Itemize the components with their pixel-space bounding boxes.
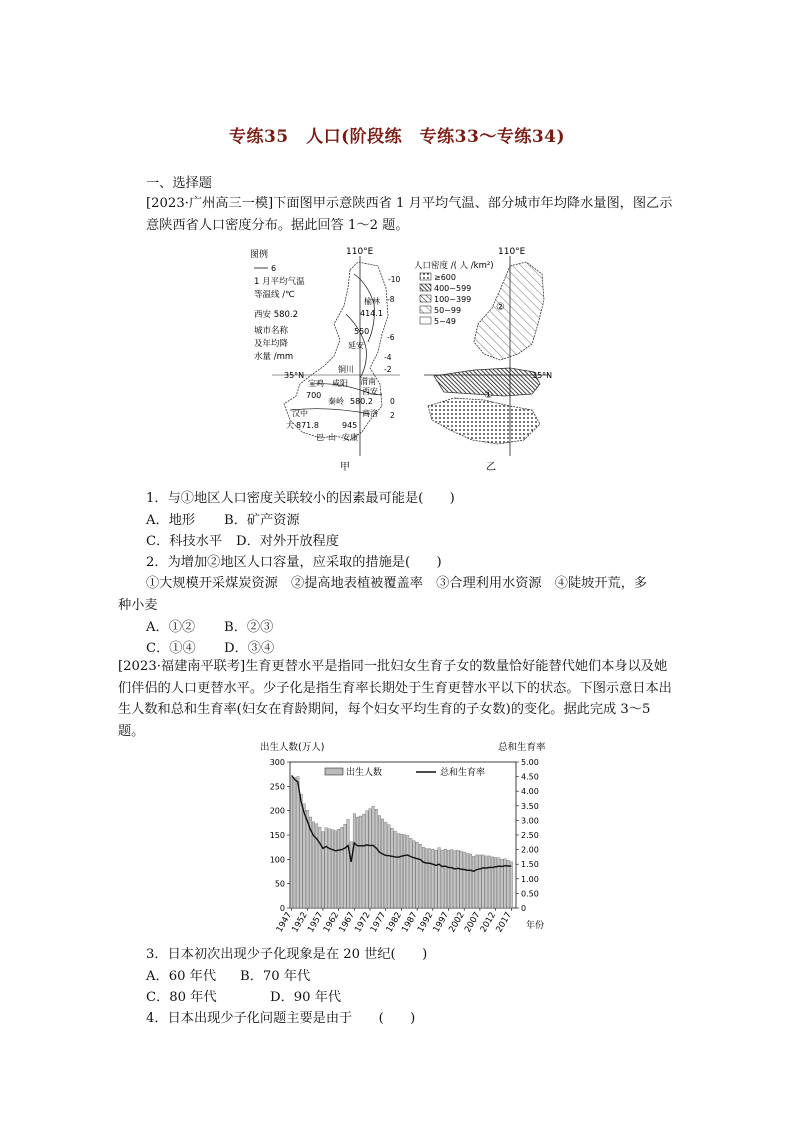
birth-bar <box>328 829 331 908</box>
birth-bar <box>482 855 485 908</box>
y-tick-label: 100 <box>269 855 285 865</box>
birth-bar <box>435 850 438 908</box>
marker-1: ① <box>484 390 493 401</box>
city-label: 渭南 <box>360 377 376 386</box>
section-heading: 一、选择题 <box>146 176 212 191</box>
chart-xlabel: 年份 <box>526 921 545 931</box>
iso-label: -10 <box>388 275 400 284</box>
legend-item-label: ≥600 <box>434 273 456 282</box>
y2-tick-label: 0.50 <box>521 889 539 899</box>
birth-bar <box>366 811 369 908</box>
q3-stem: 3．日本初次出现少子化现象是在 20 世纪( ) <box>146 947 428 962</box>
x-tick-label: 1947 <box>274 910 295 935</box>
x-tick-label: 2002 <box>447 910 467 935</box>
x-tick-label: 1967 <box>337 910 357 935</box>
y2-tick-label: 5.00 <box>521 758 539 767</box>
y2-tick-label: 2.00 <box>521 845 539 855</box>
region-south <box>428 398 540 444</box>
birth-bar <box>444 849 447 908</box>
birth-bar <box>337 829 340 908</box>
x-tick-label: 1962 <box>321 910 342 935</box>
birth-bar <box>356 817 359 908</box>
legend-title-b: 人口密度 /( 人 /km²) <box>414 261 494 271</box>
birth-bar <box>491 857 494 908</box>
legend-swatch <box>420 317 431 324</box>
birth-bar <box>425 849 428 908</box>
q2-option-a: A．①② <box>146 620 196 635</box>
legend-line-4: 及年均降 <box>254 339 289 349</box>
legend-title-a: 图例 <box>250 250 269 260</box>
bar-series <box>290 777 512 908</box>
q1-option-d: D．对外开放程度 <box>236 534 339 549</box>
iso-label: -6 <box>387 333 395 342</box>
city-label: 巴 <box>316 433 324 442</box>
q1-stem: 1．与①地区人口密度关联较小的因素最可能是( ) <box>146 491 455 506</box>
legend-line-3: 城市名称 <box>254 326 289 336</box>
x-axis-ticks <box>275 908 514 934</box>
birth-bar <box>378 816 381 908</box>
birth-bar <box>454 851 457 908</box>
birth-bar <box>469 854 472 908</box>
y2-tick-label: 2.50 <box>521 831 539 840</box>
x-tick-label: 2007 <box>463 910 483 935</box>
meridian-label-a: 110°E <box>346 247 374 257</box>
birth-bar <box>344 824 347 908</box>
y-tick-label: 150 <box>269 831 285 840</box>
city-label: 汉中 <box>292 409 308 418</box>
births-fertility-chart <box>256 738 556 936</box>
birth-bar <box>394 831 397 908</box>
x-tick-label: 1957 <box>306 910 326 935</box>
birth-bar <box>466 853 469 908</box>
city-label: 山 <box>328 433 336 442</box>
y2-tick-label: 1.50 <box>521 860 539 870</box>
birth-bar <box>297 777 300 908</box>
x-tick-label: 1997 <box>431 910 452 935</box>
y2-tick-label: 0 <box>521 904 527 913</box>
city-label: 700 <box>306 391 322 400</box>
iso-label: -4 <box>384 353 392 362</box>
birth-bar <box>359 816 362 908</box>
birth-bar <box>388 825 391 908</box>
x-tick-label: 1992 <box>415 910 436 935</box>
y2-tick-label: 4.00 <box>521 787 539 797</box>
legend-item-label: 100~399 <box>434 295 472 304</box>
iso-label: 0 <box>390 397 395 406</box>
city-label: 秦岭 <box>328 397 344 406</box>
x-tick-label: 1987 <box>400 910 420 935</box>
map-temperature-precip <box>250 244 400 474</box>
birth-bar <box>331 830 334 908</box>
y2-tick-label: 3.00 <box>521 816 539 826</box>
city-label: 安康 <box>342 433 358 442</box>
x-tick-label: 1952 <box>290 910 310 935</box>
city-label: 咸阳 <box>332 379 348 388</box>
intro-paragraph-2: [2023·福建南平联考]生育更替水平是指同一批妇女生育子女的数量恰好能替代她们本身以及她们伴侣的人口更替水平。少子化是指生育率长期处于生育更替水平以下的状态。下图示意日本出生人数和总和生育率(妇女在育龄期间，每个妇女平均生育的子女数)的变化。据此完成 3～5 题。 <box>118 659 672 739</box>
y-tick-label: 300 <box>269 758 285 767</box>
x-tick-label: 1972 <box>353 910 373 935</box>
birth-bar <box>400 834 403 908</box>
q2-option-c: C．①④ <box>146 641 196 656</box>
birth-bar <box>441 850 444 908</box>
birth-bar <box>488 856 491 908</box>
chart-y2label: 总和生育率 <box>498 742 546 753</box>
legend-iso-value: 6 <box>271 264 277 273</box>
birth-bar <box>303 804 306 908</box>
region-north <box>474 262 544 360</box>
legend-swatch <box>420 284 431 291</box>
q2-option-d: D．③④ <box>224 641 275 656</box>
city-label: 945 <box>342 421 358 430</box>
city-label: 871.8 <box>296 421 319 430</box>
legend-line-5: 水量 /mm <box>254 352 294 362</box>
y2-axis-ticks <box>516 758 539 913</box>
birth-bar <box>432 849 435 908</box>
birth-bar <box>463 852 466 908</box>
birth-bar <box>325 828 328 908</box>
city-label: 商洛 <box>362 409 378 418</box>
birth-bar <box>384 822 387 908</box>
birth-bar <box>507 860 510 908</box>
map-population-density <box>414 244 564 474</box>
birth-bar <box>460 851 463 908</box>
birth-bar <box>319 827 322 908</box>
q1-option-c: C．科技水平 <box>146 534 223 549</box>
city-label: 550 <box>354 327 370 336</box>
birth-bar <box>497 858 500 908</box>
birth-bar <box>350 842 353 908</box>
line-series <box>292 775 512 871</box>
birth-bar <box>403 835 406 908</box>
birth-bar <box>422 847 425 908</box>
legend-swatch <box>420 295 431 302</box>
q3-option-b: B．70 年代 <box>240 969 311 984</box>
birth-bar <box>410 838 413 908</box>
birth-bar <box>372 806 375 908</box>
marker-2: ② <box>496 302 505 313</box>
iso-value-labels <box>384 275 400 420</box>
iso-label: 2 <box>390 411 395 420</box>
birth-bar <box>450 850 453 908</box>
page-title: 专练35 人口(阶段练 专练33～专练34) <box>228 127 566 147</box>
birth-bar <box>363 814 366 908</box>
q1-option-a: A．地形 <box>146 513 196 528</box>
city-label: 延安 <box>348 341 364 350</box>
x-tick-label: 2017 <box>494 910 514 935</box>
x-tick-label: 2012 <box>478 910 499 935</box>
iso-label: -8 <box>387 295 395 304</box>
birth-bar <box>293 778 296 908</box>
birth-bar <box>438 848 441 908</box>
q1-option-b: B．矿产资源 <box>224 513 300 528</box>
map-a-caption: 甲 <box>340 462 350 473</box>
birth-bar <box>381 819 384 908</box>
q2-stem: 2．为增加②地区人口容量，应采取的措施是( ) <box>146 555 442 570</box>
legend-sample: 西安 580.2 <box>254 310 299 320</box>
birth-bar <box>375 809 378 908</box>
legend-swatch <box>420 273 431 280</box>
chart-legend <box>325 766 485 778</box>
legend-bar-swatch <box>325 768 343 775</box>
birth-bar <box>416 842 419 908</box>
city-label: 榆林 <box>364 297 380 306</box>
city-label: 铜川 <box>338 365 354 374</box>
chart-ylabel: 出生人数(万人) <box>260 742 325 753</box>
y-tick-label: 200 <box>269 806 285 816</box>
city-label: 西安 <box>362 387 378 396</box>
q2-choices-line-1: ①大规模开采煤炭资源 ②提高地表植被覆盖率 ③合理利用水资源 ④陡坡开荒，多 <box>146 576 648 591</box>
birth-bar <box>428 849 431 908</box>
birth-bar <box>413 841 416 908</box>
birth-bar <box>347 819 350 908</box>
legend-bar-label: 出生人数 <box>346 768 383 778</box>
birth-bar <box>300 794 303 908</box>
city-label: 414.1 <box>360 309 383 318</box>
birth-bar <box>315 824 318 908</box>
fertility-line <box>292 775 512 871</box>
legend-line-2: 等温线 /℃ <box>254 290 295 300</box>
birth-bar <box>341 827 344 908</box>
birth-bar <box>457 850 460 908</box>
intro-paragraph-1: [2023·广州高三一模]下面图甲示意陕西省 1 月平均气温、部分城市年均降水量图，图乙示意陕西省人口密度分布。据此回答 1～2 题。 <box>146 196 673 233</box>
birth-bar <box>322 832 325 908</box>
birth-bar <box>353 814 356 908</box>
y-axis-ticks <box>270 758 290 913</box>
q4-stem: 4．日本出现少子化问题主要是由于 ( ) <box>146 1011 416 1026</box>
y-tick-label: 250 <box>269 782 285 792</box>
city-label: 宝鸡 <box>308 379 324 388</box>
y2-tick-label: 4.50 <box>521 772 539 782</box>
q3-option-c: C．80 年代 <box>146 990 217 1005</box>
birth-bar <box>397 834 400 908</box>
birth-bar <box>290 778 293 908</box>
city-label: 580.2 <box>350 397 373 406</box>
birth-bar <box>510 862 513 908</box>
legend-item-label: 50~99 <box>434 306 462 315</box>
map-b-caption: 乙 <box>486 462 496 473</box>
legend-item-label: 400~599 <box>434 284 472 293</box>
q2-option-b: B．②③ <box>224 620 274 635</box>
iso-label: -2 <box>384 365 392 374</box>
city-label: 大 <box>286 421 294 430</box>
x-tick-label: 1977 <box>368 910 389 935</box>
y2-tick-label: 1.00 <box>521 874 539 884</box>
parallel-label-a: 35°N <box>284 371 305 380</box>
q3-option-a: A．60 年代 <box>146 969 217 984</box>
y2-tick-label: 3.50 <box>521 801 539 811</box>
birth-bar <box>406 835 409 908</box>
q2-choices-line-2: 种小麦 <box>118 598 158 613</box>
x-tick-label: 1982 <box>384 910 405 935</box>
legend-line-1: 1 月平均气温 <box>254 277 305 287</box>
birth-bar <box>479 855 482 908</box>
birth-bar <box>472 856 475 908</box>
birth-bar <box>391 828 394 908</box>
y-tick-label: 50 <box>274 879 285 889</box>
birth-bar <box>494 857 497 908</box>
legend-line-label: 总和生育率 <box>440 768 486 778</box>
meridian-label-b: 110°E <box>498 247 526 257</box>
y-tick-label: 0 <box>279 904 285 913</box>
city-labels <box>286 296 383 442</box>
legend-swatch <box>420 306 431 313</box>
birth-bar <box>447 850 450 908</box>
q3-option-d: D．90 年代 <box>270 990 342 1005</box>
birth-bar <box>334 831 337 908</box>
birth-bar <box>485 856 488 908</box>
birth-bar <box>476 855 479 908</box>
birth-bar <box>419 844 422 908</box>
parallel-label-b: 35°N <box>532 371 553 380</box>
birth-bar <box>369 809 372 908</box>
legend-item-label: 5~49 <box>434 317 456 326</box>
